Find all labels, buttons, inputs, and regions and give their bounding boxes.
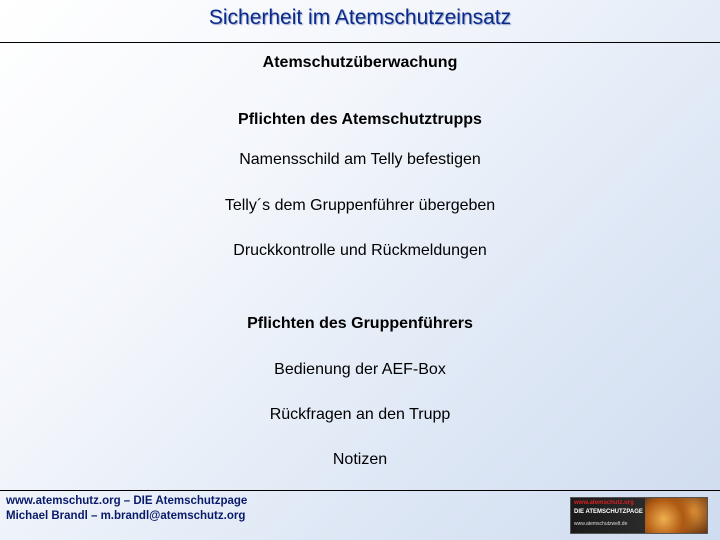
list-item: Telly´s dem Gruppenführer übergeben [224,197,496,214]
list-item: Namensschild am Telly befestigen [239,151,481,168]
list-item: Notizen [332,451,388,468]
section-heading-trupp: Pflichten des Atemschutztrupps [238,111,482,128]
logo-top-text: www.atemschutz.org [574,500,634,506]
list-item: Rückfragen an den Trupp [269,406,451,423]
footer-credits [6,494,247,524]
logo-firefighter-image [645,498,707,533]
slide-subtitle: Atemschutzüberwachung [262,54,458,71]
atemschutzpage-logo [570,497,708,534]
logo-main-text: DIE ATEMSCHUTZPAGE [574,509,643,515]
section-heading-gruppenfuehrer: Pflichten des Gruppenführers [247,315,473,332]
title-divider [0,42,720,43]
footer-author-line: Michael Brandl – m.brandl@atemschutz.org [6,510,246,522]
footer-divider [0,490,720,491]
slide-title: Sicherheit im Atemschutzeinsatz [208,6,512,29]
list-item: Druckkontrolle und Rückmeldungen [233,242,487,259]
logo-url-text: www.atemschutzwelt.de [574,521,628,527]
list-item: Bedienung der AEF-Box [274,361,446,378]
footer-website-line: www.atemschutz.org – DIE Atemschutzpage [6,495,248,507]
